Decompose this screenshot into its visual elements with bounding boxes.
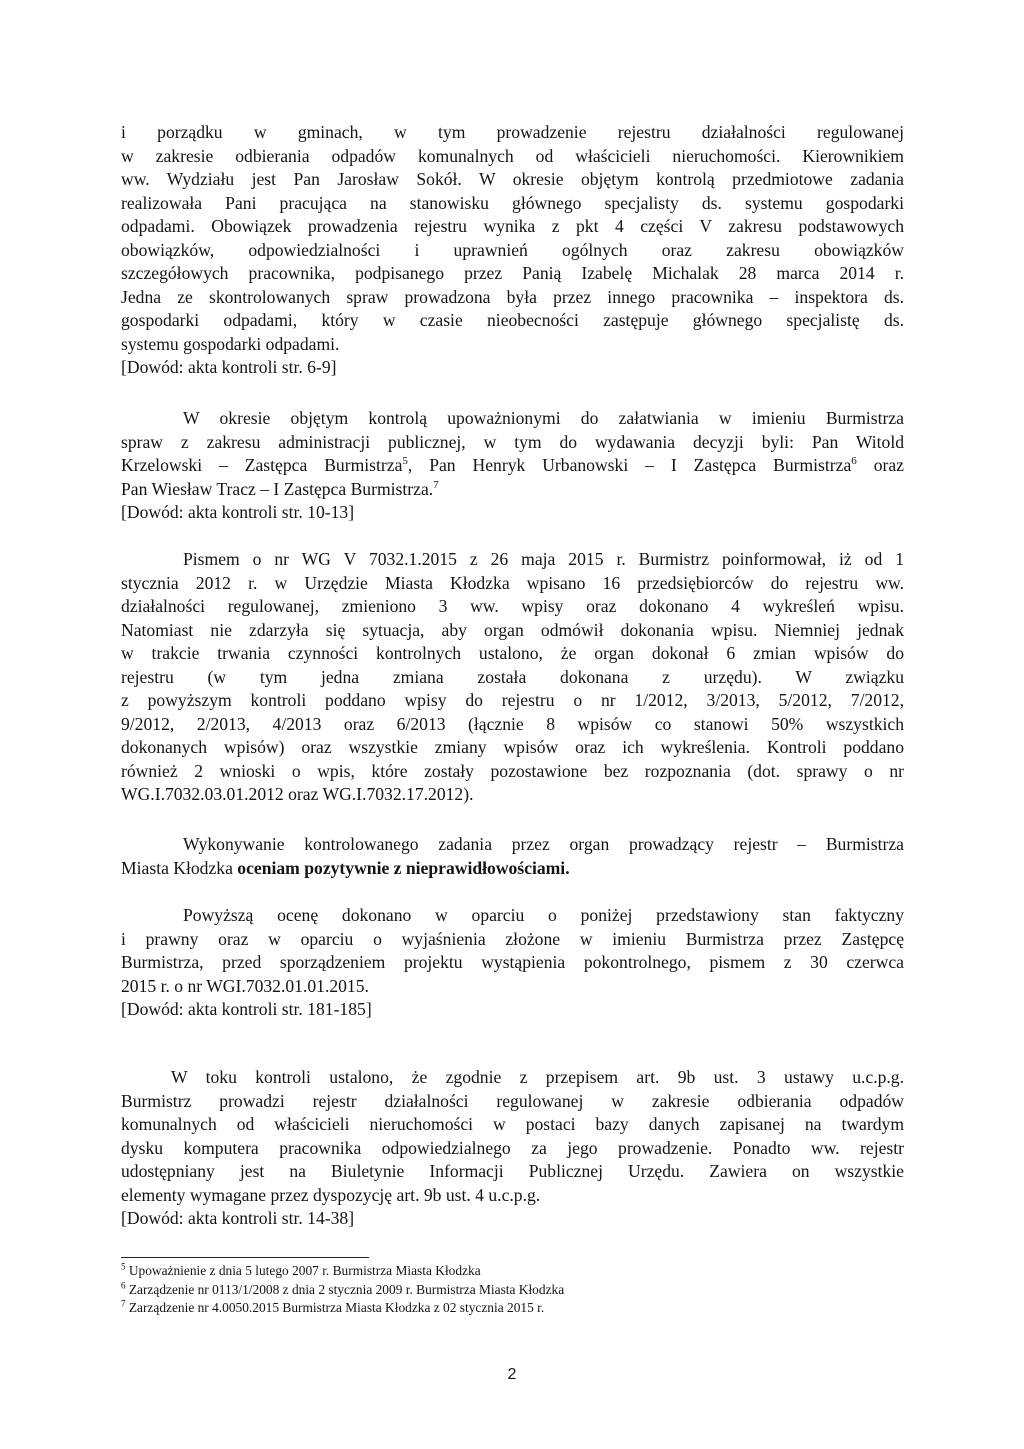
paragraph-assessment-basis [121,904,904,1022]
text-line: Burmistrz prowadzi rejestr działalności regulowanej w zakresie odbierania odpadów [121,1090,904,1111]
text-line: dysku komputera pracownika odpowiedzialnego za jego prowadzenie. Ponadto ww. rejestr [121,1137,904,1158]
text-line: W okresie objętym kontrolą upoważnionymi do załatwiania w imieniu Burmistrza [183,408,904,428]
text-line: Powyższą ocenę dokonano w oparciu o poniżej przedstawiony stan faktyczny [183,905,904,925]
evidence-reference: [Dowód: akta kontroli str. 181-185] [121,999,372,1019]
text-line: obowiązków, odpowiedzialności i uprawnień ogólnych oraz zakresu obowiązków [121,239,904,260]
text-line: Natomiast nie zdarzyła się sytuacja, aby organ odmówił dokonania wpisu. Niemniej jednak [121,619,904,640]
paragraph-register-entries [121,548,904,807]
footnote-ref: 7 [433,478,439,491]
footnote-ref: 5 [402,455,408,468]
text-line: Burmistrza, przed sporządzeniem projektu wystąpienia pokontrolnego, pismem z 30 czerwca [121,952,904,972]
text-fragment: Krzelowski – Zastępca Burmistrza [121,455,403,475]
text-line: Jedna ze skontrolowanych spraw prowadzona była przez innego pracownika – inspektora ds. [121,286,904,307]
assessment-verdict: oceniam pozytywnie z nieprawidłowościami. [237,857,570,878]
text-line: udostępniany jest na Biuletynie Informacji Publicznej Urzędu. Zawiera on wszystkie [121,1161,904,1181]
text-line: rejestru (w tym jedna zmiana została dokonana z urzędu). W związku [121,666,904,687]
text-line: w zakresie odbierania odpadów komunalnych od właścicieli nieruchomości. Kierownikiem [121,145,904,166]
text-line: komunalnych od właścicieli nieruchomości w postaci bazy danych zapisanej na twardym [121,1114,904,1134]
text-line: systemu gospodarki odpadami. [121,333,340,354]
text-line: stycznia 2012 r. w Urzędzie Miasta Kłodzka wpisano 16 przedsiębiorców do rejestru ww. [121,572,904,593]
text-line: WG.I.7032.03.01.2012 oraz WG.I.7032.17.2012). [121,784,474,804]
text-line [121,454,904,478]
page-number: 2 [507,1366,517,1383]
paragraph-assessment [121,833,904,880]
evidence-reference: [Dowód: akta kontroli str. 10-13] [121,502,355,522]
text-fragment: Miasta Kłodzka [121,857,238,878]
text-line: elementy wymagane przez dyspozycję art. 9b ust. 4 u.c.p.g. [121,1184,541,1205]
evidence-reference: [Dowód: akta kontroli str. 14-38] [121,1208,355,1228]
footnote-number: 7 [121,1298,126,1309]
paragraph-department [121,121,904,380]
text-line: działalności regulowanej, zmieniono 3 ww. wpisy oraz dokonano 4 wykreśleń wpisu. [121,596,904,616]
footnote-separator [121,1257,369,1258]
footnote [121,1262,904,1281]
text-line [121,857,904,881]
footnote-text: Upoważnienie z dnia 5 lutego 2007 r. Burmistrza Miasta Kłodzka [125,1263,481,1278]
footnote [121,1281,904,1300]
text-line [121,478,904,502]
text-line: Wykonywanie kontrolowanego zadania przez organ prowadzący rejestr – Burmistrza [183,834,904,854]
text-line: i porządku w gminach, w tym prowadzenie rejestru działalności regulowanej [121,122,904,142]
footnote-text: Zarządzenie nr 0113/1/2008 z dnia 2 stycznia 2009 r. Burmistrza Miasta Kłodzka [125,1281,565,1297]
paragraph-findings [121,1066,904,1231]
text-line: spraw z zakresu administracji publicznej, w tym do wydawania decyzji byli: Pan Witold [121,431,904,452]
paragraph-authorized-persons [121,407,904,525]
text-line: 2015 r. o nr WGI.7032.01.01.2015. [121,975,369,996]
text-line: w trakcie trwania czynności kontrolnych ustalono, że organ dokonał 6 zmian wpisów do [121,643,904,663]
text-line: realizowała Pani pracująca na stanowisku głównego specjalisty ds. systemu gospodarki [121,192,904,213]
text-line: szczegółowych pracownika, podpisanego przez Panią Izabelę Michalak 28 marca 2014 r. [121,263,904,283]
text-line: Pismem o nr WG V 7032.1.2015 z 26 maja 2015 r. Burmistrz poinformował, iż od 1 [183,549,904,569]
text-line: 9/2012, 2/2013, 4/2013 oraz 6/2013 (łącznie 8 wpisów co stanowi 50% wszystkich [121,713,904,734]
text-line: z powyższym kontroli poddano wpisy do rejestru o nr 1/2012, 3/2013, 5/2012, 7/2012, [121,690,904,710]
text-line: gospodarki odpadami, który w czasie nieobecności zastępuje głównego specjalistę ds. [121,310,904,330]
text-line: ww. Wydziału jest Pan Jarosław Sokół. W okresie objętym kontrolą przedmiotowe zadania [121,169,904,189]
text-line: odpadami. Obowiązek prowadzenia rejestru wynika z pkt 4 części V zakresu podstawowych [121,216,904,236]
text-line: i prawny oraz w oparciu o wyjaśnienia złożone w imieniu Burmistrza przez Zastępcę [121,928,904,949]
footnote-text: Zarządzenie nr 4.0050.2015 Burmistrza Miasta Kłodzka z 02 stycznia 2015 r. [125,1300,545,1315]
text-line: W toku kontroli ustalono, że zgodnie z przepisem art. 9b ust. 3 ustawy u.c.p.g. [171,1067,904,1087]
text-line: dokonanych wpisów) oraz wszystkie zmiany wpisów oraz ich wykreślenia. Kontroli poddano [121,737,904,757]
text-fragment: oraz [856,455,904,475]
text-fragment: , Pan Henryk Urbanowski – I Zastępca Burmistrza [407,455,852,475]
evidence-reference: [Dowód: akta kontroli str. 6-9] [121,357,337,377]
text-line: również 2 wnioski o wpis, które zostały pozostawione bez rozpoznania (dot. sprawy o nr [121,760,904,781]
footnote [121,1299,904,1318]
footnote-ref: 6 [851,455,857,468]
footnote-number: 6 [121,1280,126,1291]
footnotes [121,1262,904,1318]
footnote-number: 5 [121,1261,126,1272]
text-fragment: Pan Wiesław Tracz – I Zastępca Burmistrza. [121,478,434,499]
